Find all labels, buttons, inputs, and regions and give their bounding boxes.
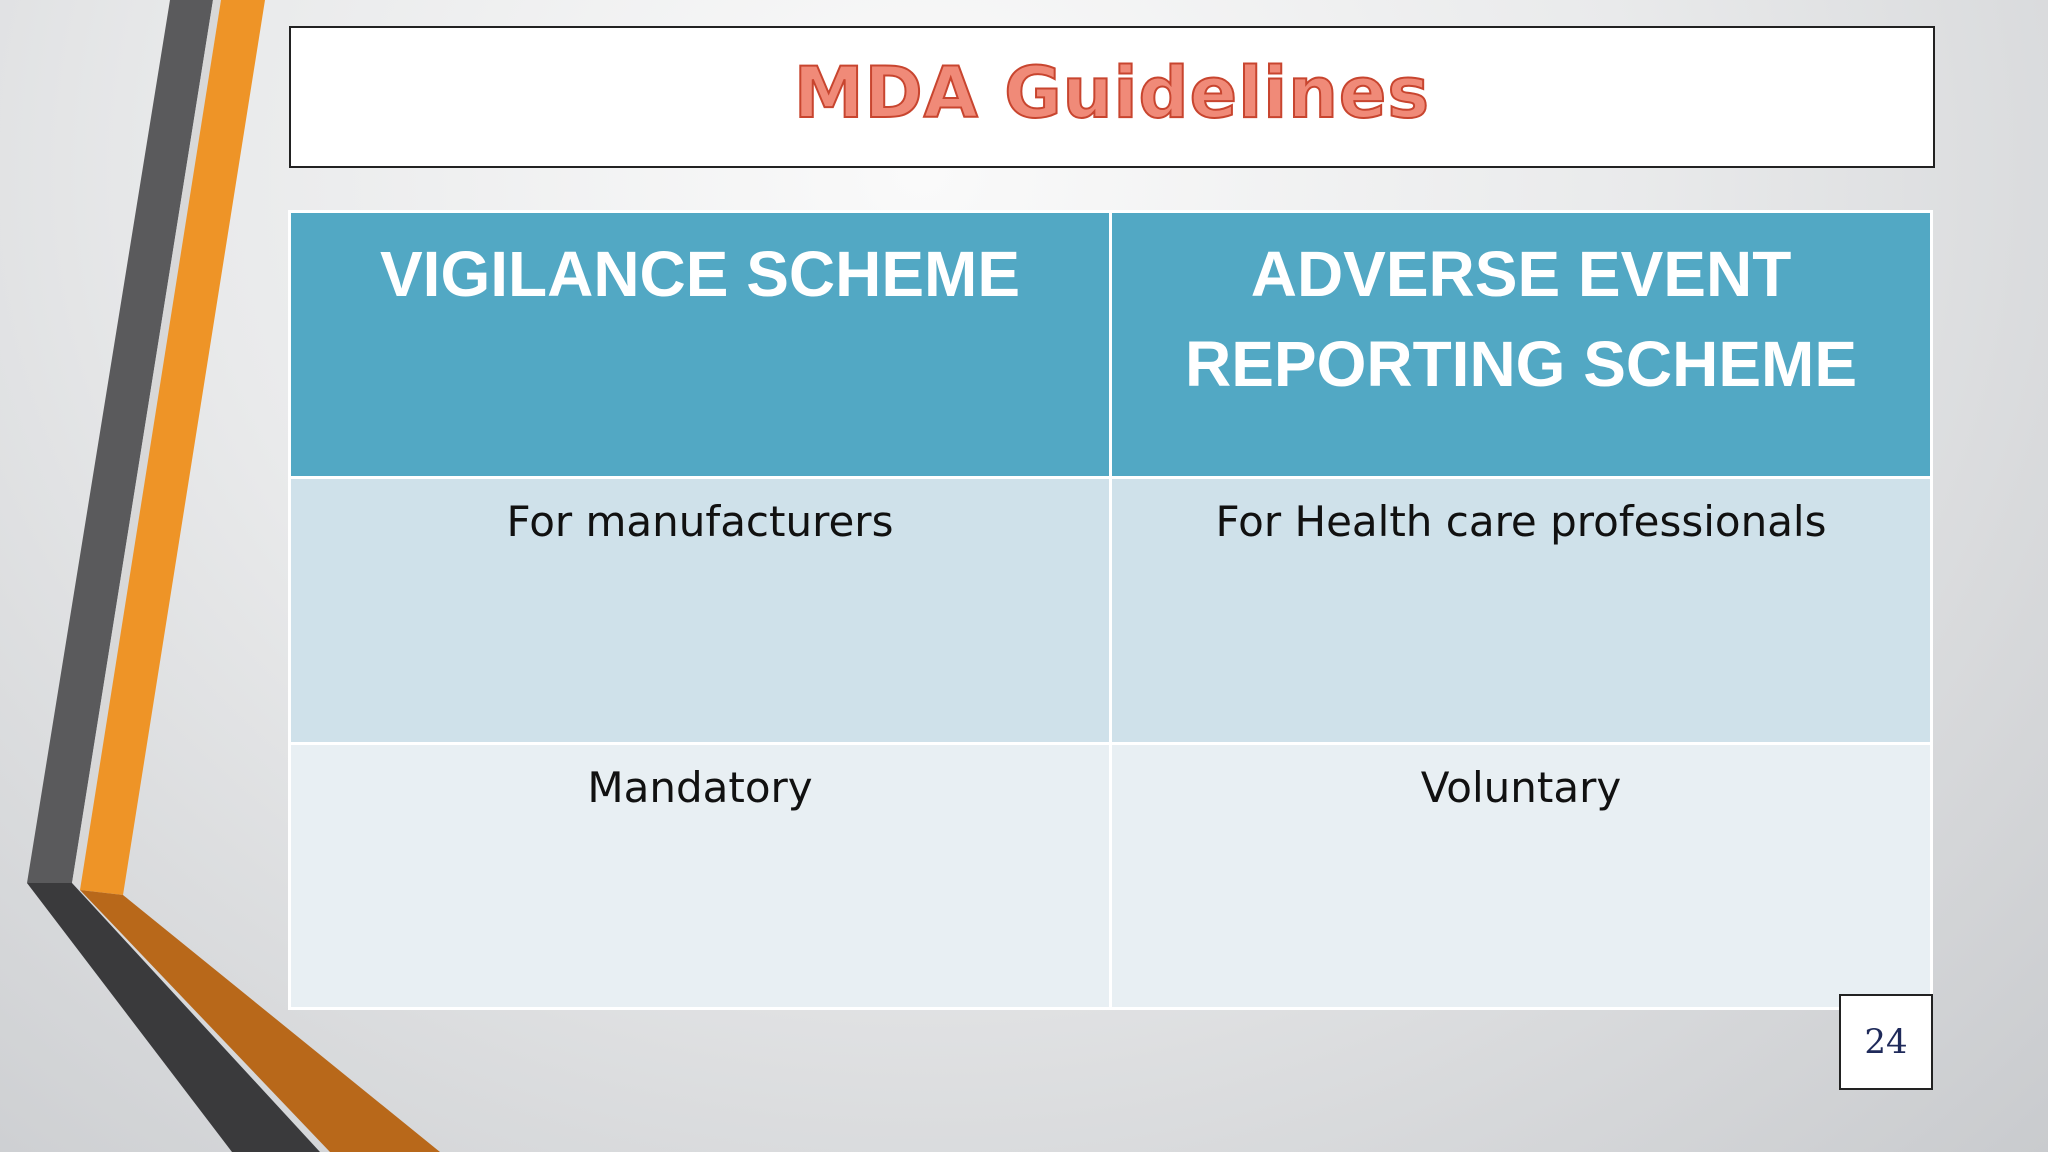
page-number-box <box>1839 994 1933 1090</box>
table-cell: Voluntary <box>1111 743 1932 1009</box>
header-adverse-event-reporting-scheme: ADVERSE EVENT REPORTING SCHEME <box>1111 212 1932 478</box>
page-number: 24 <box>1864 1022 1908 1062</box>
table-cell: For manufacturers <box>290 478 1111 744</box>
guidelines-table <box>288 210 1933 1010</box>
table-row <box>290 478 1932 744</box>
table-cell: Mandatory <box>290 743 1111 1009</box>
slide-title: MDA Guidelines <box>793 52 1431 134</box>
table-row <box>290 743 1932 1009</box>
table-header-row <box>290 212 1932 478</box>
title-box <box>289 26 1935 168</box>
header-vigilance-scheme: VIGILANCE SCHEME <box>290 212 1111 478</box>
comparison-table <box>288 210 1933 1010</box>
table-cell: For Health care professionals <box>1111 478 1932 744</box>
